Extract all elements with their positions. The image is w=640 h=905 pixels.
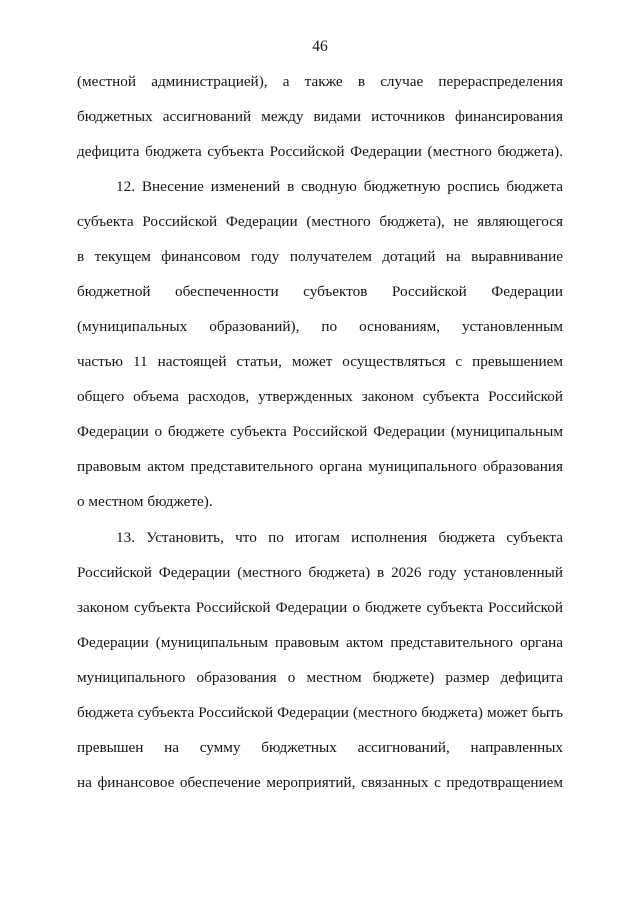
text-line: (муниципальных образований), по основаниям, установленным: [77, 318, 563, 335]
text-line: Российской Федерации (местного бюджета) в 2026 году установленный: [77, 564, 563, 581]
paragraph-12-first-line: 12. Внесение изменений в сводную бюджетную роспись бюджета: [116, 178, 563, 195]
text-line: на финансовое обеспечение мероприятий, связанных с предотвращением: [77, 774, 563, 791]
text-line: общего объема расходов, утвержденных законом субъекта Российской: [77, 388, 563, 405]
text-line: законом субъекта Российской Федерации о бюджете субъекта Российской: [77, 599, 563, 616]
text-line: правовым актом представительного органа муниципального образования: [77, 458, 563, 475]
text-line: (местной администрацией), а также в случае перераспределения: [77, 73, 563, 90]
text-line: бюджетных ассигнований между видами источников финансирования: [77, 108, 563, 125]
text-line: превышен на сумму бюджетных ассигнований, направленных: [77, 739, 563, 756]
page-number: 46: [312, 38, 328, 55]
text-line: Федерации о бюджете субъекта Российской Федерации (муниципальным: [77, 423, 563, 440]
text-line: частью 11 настоящей статьи, может осуществляться с превышением: [77, 353, 563, 370]
text-line: субъекта Российской Федерации (местного бюджета), не являющегося: [77, 213, 563, 230]
text-line: Федерации (муниципальным правовым актом представительного органа: [77, 634, 563, 651]
paragraph-12-last-line: о местном бюджете).: [77, 493, 213, 510]
paragraph-13-first-line: 13. Установить, что по итогам исполнения бюджета субъекта: [116, 529, 563, 546]
text-line: бюджета субъекта Российской Федерации (местного бюджета) может быть: [77, 704, 563, 721]
text-line: в текущем финансовом году получателем дотаций на выравнивание: [77, 248, 563, 265]
text-line: дефицита бюджета субъекта Российской Федерации (местного бюджета).: [77, 143, 563, 160]
text-line: муниципального образования о местном бюджете) размер дефицита: [77, 669, 563, 686]
text-line: бюджетной обеспеченности субъектов Российской Федерации: [77, 283, 563, 300]
